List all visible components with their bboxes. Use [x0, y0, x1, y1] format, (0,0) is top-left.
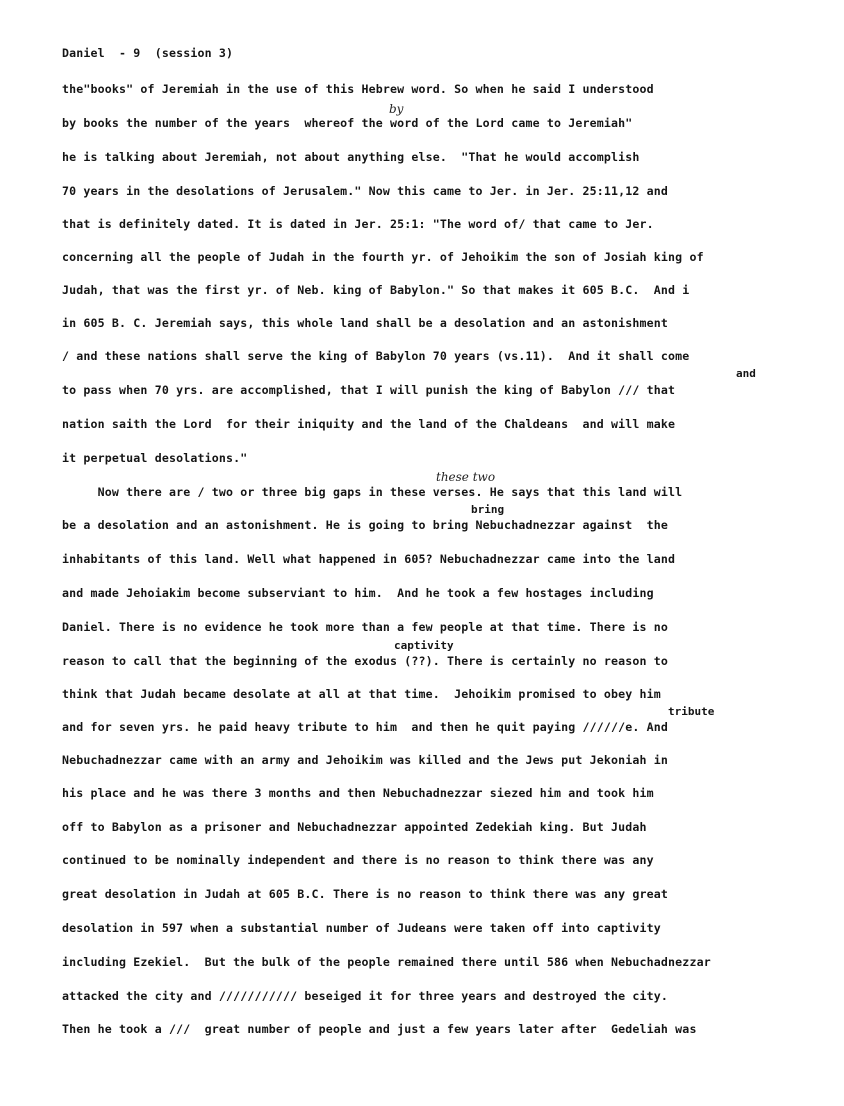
text-line: Judah, that was the first yr. of Neb. king of Babylon." So that makes it 605 B.C. And i [62, 283, 690, 297]
text-line: and made Jehoiakim become subserviant to him. And he took a few hostages including [62, 586, 654, 600]
text-line: that is definitely dated. It is dated in Jer. 25:1: "The word of/ that came to Jer. [62, 217, 654, 231]
typed-insertion: bring [471, 503, 505, 516]
text-line: reason to call that the beginning of the exodus (??). There is certainly no reason to [62, 654, 669, 668]
text-line: by books the number of the years whereof the word of the Lord came to Jeremiah" [62, 116, 633, 130]
text-line: Daniel. There is no evidence he took more than a few people at that time. There is no [62, 620, 669, 634]
text-line: he is talking about Jeremiah, not about anything else. "That he would accomplish [62, 150, 640, 164]
text-line: in 605 B. C. Jeremiah says, this whole land shall be a desolation and an astonishment [62, 316, 669, 330]
text-line: nation saith the Lord for their iniquity and the land of the Chaldeans and will make [62, 417, 676, 431]
text-line: continued to be nominally independent and there is no reason to think there was any [62, 853, 654, 867]
text-line: inhabitants of this land. Well what happened in 605? Nebuchadnezzar came into the land [62, 552, 676, 566]
handwritten-insertion: by [389, 102, 404, 116]
text-line: great desolation in Judah at 605 B.C. There is no reason to think there was any great [62, 887, 669, 901]
typed-insertion: tribute [668, 705, 715, 718]
text-line: concerning all the people of Judah in the fourth yr. of Jehoikim the son of Josiah king of [62, 250, 704, 264]
text-line: the"books" of Jeremiah in the use of this Hebrew word. So when he said I understood [62, 82, 654, 96]
text-line: to pass when 70 yrs. are accomplished, that I will punish the king of Babylon /// that [62, 383, 676, 397]
typed-insertion: captivity [394, 639, 454, 652]
text-line: it perpetual desolations." [62, 451, 248, 465]
text-line: Nebuchadnezzar came with an army and Jehoikim was killed and the Jews put Jekoniah in [62, 753, 669, 767]
text-line: and for seven yrs. he paid heavy tribute to him and then he quit paying //////e. And [62, 720, 669, 734]
text-line: 70 years in the desolations of Jerusalem." Now this came to Jer. in Jer. 25:11,12 and [62, 184, 669, 198]
text-line: Now there are / two or three big gaps in these verses. He says that this land will [62, 485, 683, 499]
text-line: his place and he was there 3 months and then Nebuchadnezzar siezed him and took him [62, 786, 654, 800]
text-line: Then he took a /// great number of people and just a few years later after Gedeliah was [62, 1022, 697, 1036]
handwritten-insertion: these two [436, 470, 496, 484]
text-line: think that Judah became desolate at all at that time. Jehoikim promised to obey him [62, 687, 661, 701]
text-line: desolation in 597 when a substantial number of Judeans were taken off into captivity [62, 921, 661, 935]
text-line: including Ezekiel. But the bulk of the people remained there until 586 when Nebuchadnezzar [62, 955, 711, 969]
page-header: Daniel - 9 (session 3) [62, 46, 234, 60]
text-line: be a desolation and an astonishment. He is going to bring Nebuchadnezzar against the [62, 518, 669, 532]
text-line: attacked the city and /////////// beseiged it for three years and destroyed the city. [62, 989, 669, 1003]
typed-insertion: and [736, 367, 756, 380]
text-line: / and these nations shall serve the king of Babylon 70 years (vs.11). And it shall come [62, 349, 690, 363]
text-line: off to Babylon as a prisoner and Nebuchadnezzar appointed Zedekiah king. But Judah [62, 820, 647, 834]
